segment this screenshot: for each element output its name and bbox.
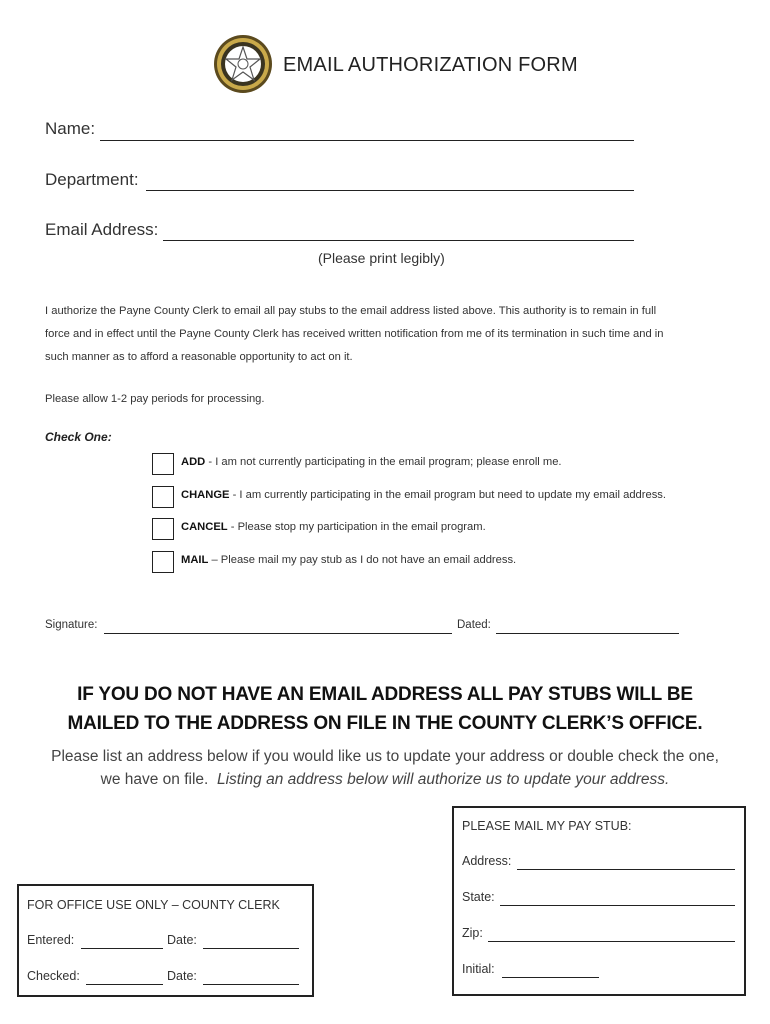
office-use-box xyxy=(17,884,314,997)
state-label: State: xyxy=(462,890,495,904)
cancel-checkbox[interactable] xyxy=(152,518,174,540)
checked-field[interactable] xyxy=(86,984,163,985)
authorization-paragraph xyxy=(45,300,735,369)
option-keyword: ADD xyxy=(181,456,206,468)
processing-note: Please allow 1-2 pay periods for processing. xyxy=(45,393,265,405)
mail-pay-stub-box xyxy=(452,806,746,996)
mail-checkbox[interactable] xyxy=(152,551,174,573)
checked-date-field[interactable] xyxy=(203,984,299,985)
option-mail xyxy=(152,551,752,575)
print-legibly-note: (Please print legibly) xyxy=(318,250,445,266)
instruction-line xyxy=(20,768,750,791)
option-mail-text xyxy=(181,554,516,566)
authorization-line: force and in effect until the Payne County Clerk has received written notification from me of its termination in such time and in xyxy=(45,328,664,340)
name-label: Name: xyxy=(45,119,96,138)
zip-field[interactable] xyxy=(488,941,735,942)
option-add xyxy=(152,453,752,477)
checked-label: Checked: xyxy=(27,969,80,983)
option-description: - I am not currently participating in the email program; please enroll me. xyxy=(205,456,562,468)
option-add-text xyxy=(181,456,562,468)
add-checkbox[interactable] xyxy=(152,453,174,475)
option-keyword: CHANGE xyxy=(181,489,230,501)
county-seal-icon xyxy=(213,34,273,94)
instruction-italic: Listing an address below will authorize us to update your address. xyxy=(216,771,670,788)
option-description: – Please mail my pay stub as I do not have an email address. xyxy=(208,554,517,566)
signature-field[interactable] xyxy=(104,633,452,634)
mail-box-title: PLEASE MAIL MY PAY STUB: xyxy=(462,819,632,833)
state-field[interactable] xyxy=(500,905,735,906)
option-change xyxy=(152,486,752,510)
change-checkbox[interactable] xyxy=(152,486,174,508)
office-box-title: FOR OFFICE USE ONLY – COUNTY CLERK xyxy=(27,898,280,912)
warning-line: IF YOU DO NOT HAVE AN EMAIL ADDRESS ALL PAY STUBS WILL BE xyxy=(77,684,693,705)
warning-line: MAILED TO THE ADDRESS ON FILE IN THE COUNTY CLERK’S OFFICE. xyxy=(67,713,703,734)
address-instructions xyxy=(20,745,750,791)
form-title: EMAIL AUTHORIZATION FORM xyxy=(283,54,578,76)
option-description: - I am currently participating in the email program but need to update my email address. xyxy=(229,489,667,501)
initial-label: Initial: xyxy=(462,962,495,976)
instruction-line: Please list an address below if you would like us to update your address or double check the one, xyxy=(51,748,719,765)
entered-date-field[interactable] xyxy=(203,948,299,949)
address-field[interactable] xyxy=(517,869,735,870)
option-cancel-text xyxy=(181,521,486,533)
signature-label: Signature: xyxy=(45,619,98,631)
zip-label: Zip: xyxy=(462,926,483,940)
entered-date-label: Date: xyxy=(167,933,197,947)
option-keyword: MAIL xyxy=(181,554,209,566)
option-cancel xyxy=(152,518,752,542)
entered-label: Entered: xyxy=(27,933,75,947)
dated-label: Dated: xyxy=(457,619,491,631)
option-keyword: CANCEL xyxy=(181,521,228,533)
checked-date-label: Date: xyxy=(167,969,197,983)
authorization-line: such manner as to afford a reasonable opportunity to act on it. xyxy=(45,351,353,363)
initial-field[interactable] xyxy=(502,977,599,978)
department-label: Department: xyxy=(45,170,139,189)
name-field[interactable] xyxy=(100,140,634,141)
option-change-text xyxy=(181,489,666,501)
authorization-line: I authorize the Payne County Clerk to email all pay stubs to the email address listed above. This authority is to remain in full xyxy=(45,305,657,317)
department-field[interactable] xyxy=(146,190,634,191)
option-description: - Please stop my participation in the email program. xyxy=(227,521,486,533)
email-address-field[interactable] xyxy=(163,240,634,241)
email-address-label: Email Address: xyxy=(45,220,159,239)
check-one-label: Check One: xyxy=(45,430,112,444)
address-label: Address: xyxy=(462,854,512,868)
instruction-text: we have on file. xyxy=(100,771,209,788)
dated-field[interactable] xyxy=(496,633,679,634)
mail-warning xyxy=(20,680,750,738)
entered-field[interactable] xyxy=(81,948,163,949)
